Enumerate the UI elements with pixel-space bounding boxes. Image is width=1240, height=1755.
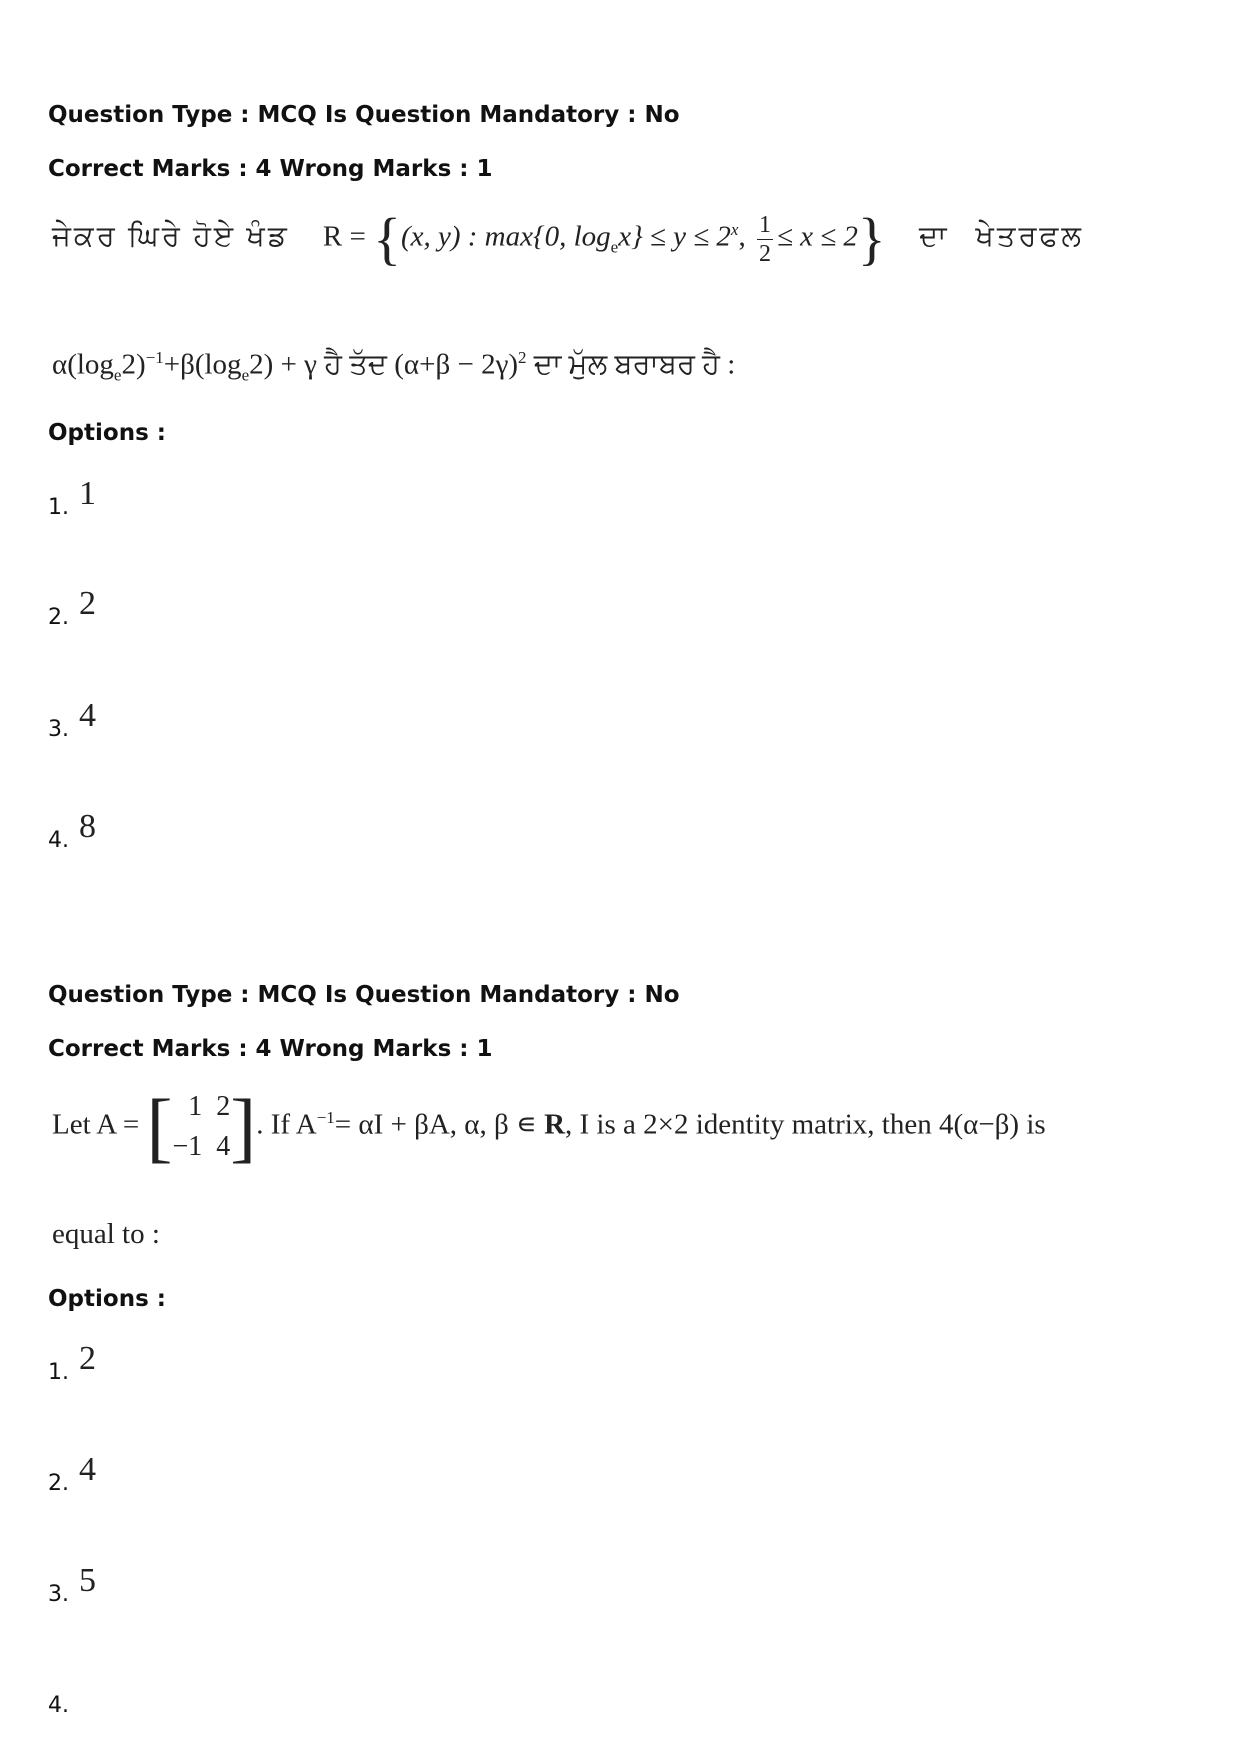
question-1-stem-line-1	[52, 206, 1084, 271]
q2-option-1[interactable]	[48, 1340, 96, 1388]
q1-set-r: R =	[322, 220, 366, 253]
q1-punjabi-suffix-1: ਦਾ	[919, 220, 950, 253]
question-1-stem-line-2	[52, 348, 735, 385]
question-1-type-line: Question Type : MCQ Is Question Mandatory : No	[48, 102, 680, 128]
q1-line2-e: ਦਾ ਮੁੱਲ ਬਰਾਬਰ ਹੈ :	[533, 348, 736, 381]
q1-option-1[interactable]	[48, 475, 96, 523]
q2-option-3-value: 5	[79, 1562, 96, 1599]
q1-line2-sub1: e	[113, 365, 122, 385]
q2-right-bracket: ]	[230, 1083, 257, 1170]
q1-option-2-value: 2	[79, 585, 96, 622]
q2-option-2-value: 4	[79, 1451, 96, 1488]
q1-option-1-number: 1.	[48, 495, 69, 520]
q1-set-body-c: ≤ x ≤ 2	[776, 220, 858, 253]
q1-option-4[interactable]	[48, 808, 96, 856]
q2-option-1-value: 2	[79, 1340, 96, 1377]
q2-matrix	[172, 1093, 230, 1161]
q2-sup-inverse: −1	[316, 1108, 335, 1127]
q1-fraction	[757, 213, 773, 266]
q1-option-3[interactable]	[48, 697, 96, 745]
q2-option-2[interactable]	[48, 1451, 96, 1499]
q2-matrix-a22: 4	[216, 1131, 231, 1162]
q2-option-3[interactable]	[48, 1562, 96, 1610]
q1-option-4-number: 4.	[48, 828, 69, 853]
q1-frac-den: 2	[758, 240, 771, 267]
q2-line1-b: . If A	[256, 1108, 317, 1141]
q2-matrix-a11: 1	[188, 1091, 203, 1122]
q2-option-4[interactable]	[48, 1683, 79, 1721]
q1-option-3-number: 3.	[48, 717, 69, 742]
q1-set-sup-x: x	[730, 220, 739, 239]
q2-bold-r: R	[544, 1108, 566, 1141]
q1-line2-a: α(log	[52, 348, 114, 381]
q2-line1-a: Let A =	[52, 1108, 140, 1141]
q1-line2-sup2: 2	[518, 348, 527, 367]
question-2-type-line: Question Type : MCQ Is Question Mandatory : No	[48, 982, 680, 1008]
q1-punjabi-suffix-2: ਖੇਤਰਫਲ	[975, 220, 1084, 253]
q2-line1-c: = αI + βA, α, β ∊	[334, 1108, 545, 1141]
question-2-stem-line-2: equal to :	[52, 1218, 160, 1250]
q2-left-bracket: [	[146, 1083, 173, 1170]
q1-set-comma: ,	[738, 220, 746, 253]
q1-set-body-a: (x, y) : max{0, log	[400, 220, 611, 253]
q2-option-2-number: 2.	[48, 1471, 69, 1496]
q1-line2-b: 2)	[121, 348, 146, 381]
q1-left-brace: {	[373, 206, 401, 271]
question-2-options-label: Options :	[48, 1286, 166, 1312]
q2-option-4-number: 4.	[48, 1693, 69, 1718]
q2-matrix-a12: 2	[216, 1091, 231, 1122]
q1-line2-c: +β(log	[163, 348, 242, 381]
q1-right-brace: }	[857, 206, 886, 271]
q1-option-2-number: 2.	[48, 605, 69, 630]
question-2-marks-line: Correct Marks : 4 Wrong Marks : 1	[48, 1036, 493, 1062]
q1-frac-num: 1	[758, 211, 771, 238]
q2-matrix-a21: −1	[172, 1131, 203, 1162]
q1-set-sub-e: e	[610, 237, 619, 257]
q2-option-3-number: 3.	[48, 1582, 69, 1607]
q2-line1-d: , I is a 2×2 identity matrix, then 4(α−β) is	[565, 1108, 1046, 1141]
question-1-options-label: Options :	[48, 420, 166, 446]
q1-line2-d: 2) + γ ਹੈ ਤੱਦ (α+β − 2γ)	[249, 348, 519, 381]
q1-option-1-value: 1	[79, 475, 96, 512]
question-1-marks-line: Correct Marks : 4 Wrong Marks : 1	[48, 156, 493, 182]
q1-set-body-b: x} ≤ y ≤ 2	[618, 220, 731, 253]
q1-option-2[interactable]	[48, 585, 96, 633]
q2-option-1-number: 1.	[48, 1360, 69, 1385]
q1-option-4-value: 8	[79, 808, 96, 845]
q1-option-3-value: 4	[79, 697, 96, 734]
q1-punjabi-prefix: ਜੇਕਰ ਘਿਰੇ ਹੋਏ ਖੰਡ	[52, 220, 290, 253]
question-2-stem-line-1	[52, 1083, 1046, 1170]
q1-line2-sub2: e	[241, 365, 250, 385]
q1-line2-sup1: −1	[145, 348, 164, 367]
